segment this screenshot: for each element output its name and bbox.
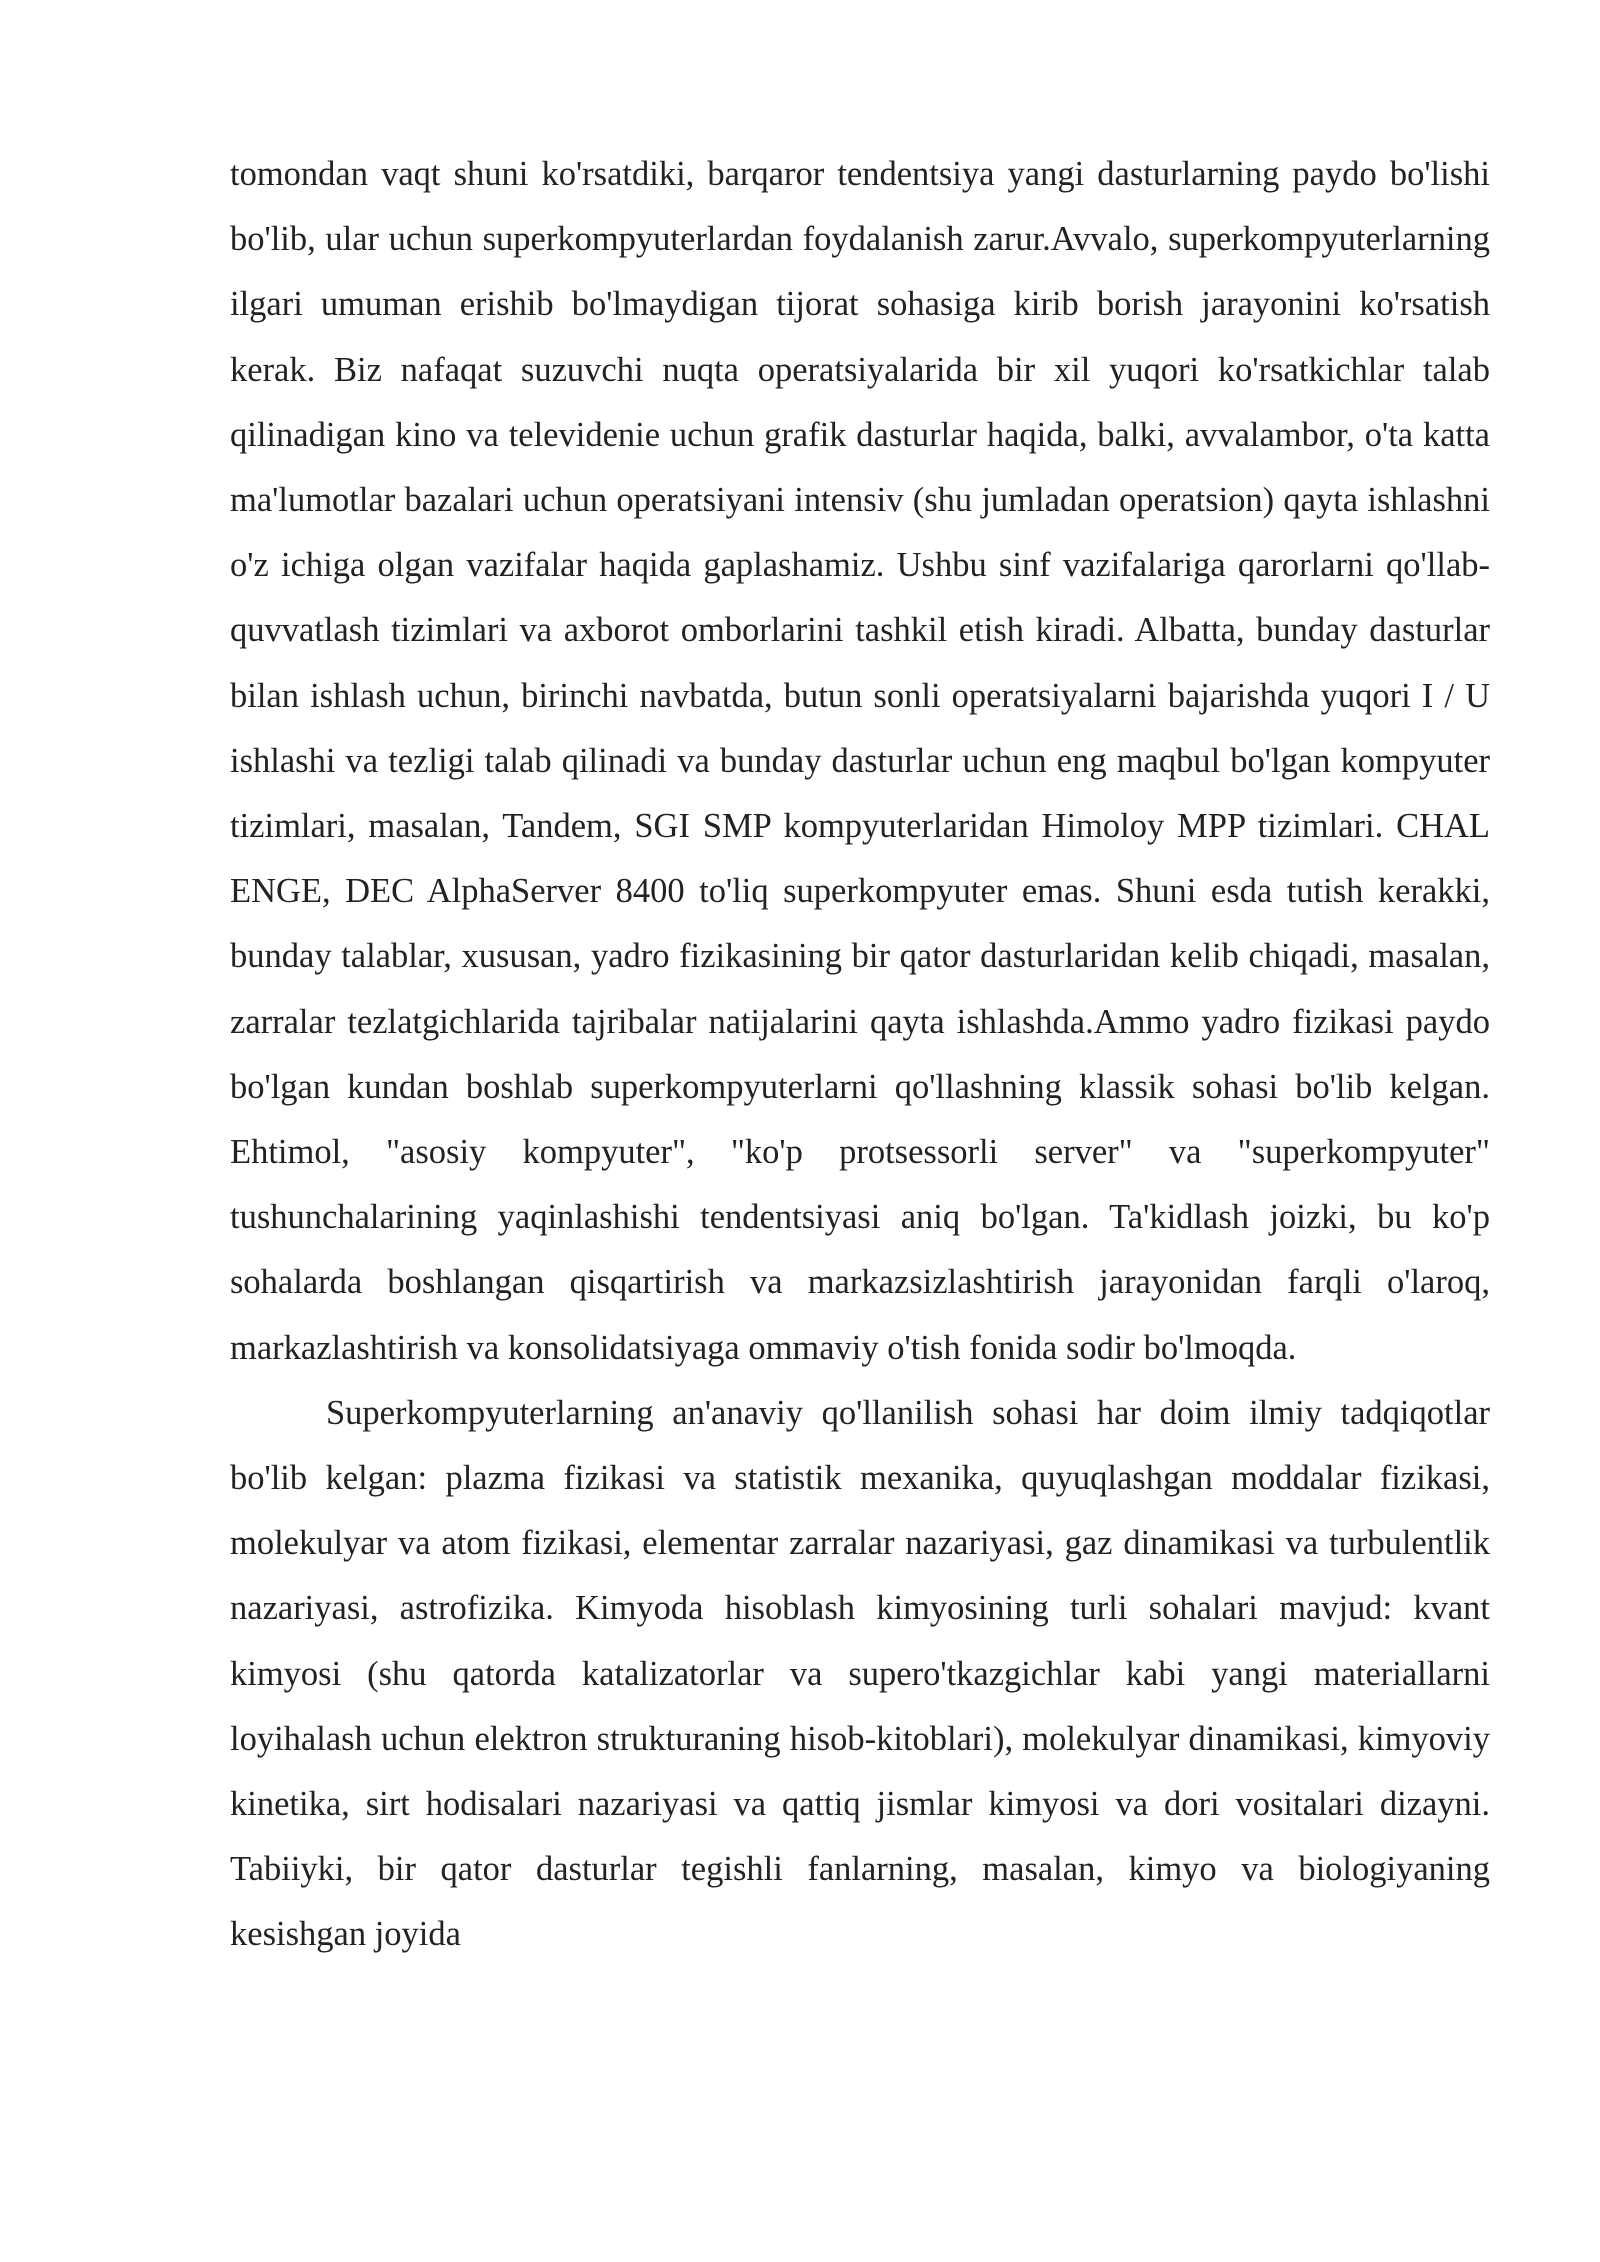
paragraph-2: Superkompyuterlarning an'anaviy qo'llanilish sohasi har doim ilmiy tadqiqotlar bo'lib kelgan: plazma fizikasi va statistik mexanika, quyuqlashgan moddalar fizikasi, molekulyar va atom fizikasi, elementar zarralar nazariyasi, gaz dinamikasi va turbulentlik nazariyasi, astrofizika. Kimyoda hisoblash kimyosining turli sohalari mavjud: kvant kimyosi (shu qatorda katalizatorlar va supero'tkazgichlar kabi yangi materiallarni loyihalash uchun elektron strukturaning hisob-kitoblari), molekulyar dinamikasi, kimyoviy kinetika, sirt hodisalari nazariyasi va qattiq jismlar kimyosi va dori vositalari dizayni. Tabiiyki, bir qator dasturlar tegishli fanlarning, masalan, kimyo va biologiyaning kesishgan joyida (230, 1393, 1490, 1954)
document-body (230, 142, 1490, 1968)
paragraph-1: tomondan vaqt shuni ko'rsatdiki, barqaror tendentsiya yangi dasturlarning paydo bo'lishi bo'lib, ular uchun superkompyuterlardan foydalanish zarur.Avvalo, superkompyuterlarning ilgari umuman erishib bo'lmaydigan tijorat sohasiga kirib borish jarayonini ko'rsatish kerak. Biz nafaqat suzuvchi nuqta operatsiyalarida bir xil yuqori ko'rsatkichlar talab qilinadigan kino va televidenie uchun grafik dasturlar haqida, balki, avvalambor, o'ta katta ma'lumotlar bazalari uchun operatsiyani intensiv (shu jumladan operatsion) qayta ishlashni o'z ichiga olgan vazifalar haqida gaplashamiz. Ushbu sinf vazifalariga qarorlarni qo'llab-quvvatlash tizimlari va axborot omborlarini tashkil etish kiradi. Albatta, bunday dasturlar bilan ishlash uchun, birinchi navbatda, butun sonli operatsiyalarni bajarishda yuqori I / U ishlashi va tezligi talab qilinadi va bunday dasturlar uchun eng maqbul bo'lgan kompyuter tizimlari, masalan, Tandem, SGI SMP kompyuterlaridan Himoloy MPP tizimlari. CHAL ENGE, DEC AlphaServer 8400 to'liq superkompyuter emas. Shuni esda tutish kerakki, bunday talablar, xususan, yadro fizikasining bir qator dasturlaridan kelib chiqadi, masalan, zarralar tezlatgichlarida tajribalar natijalarini qayta ishlashda.Ammo yadro fizikasi paydo bo'lgan kundan boshlab superkompyuterlarni qo'llashning klassik sohasi bo'lib kelgan. Ehtimol, "asosiy kompyuter", "ko'p protsessorli server" va "superkompyuter" tushunchalarining yaqinlashishi tendentsiyasi aniq bo'lgan. Ta'kidlash joizki, bu ko'p sohalarda boshlangan qisqartirish va markazsizlashtirish jarayonidan farqli o'laroq, markazlashtirish va konsolidatsiyaga ommaviy o'tish fonida sodir bo'lmoqda. (230, 155, 1490, 1367)
